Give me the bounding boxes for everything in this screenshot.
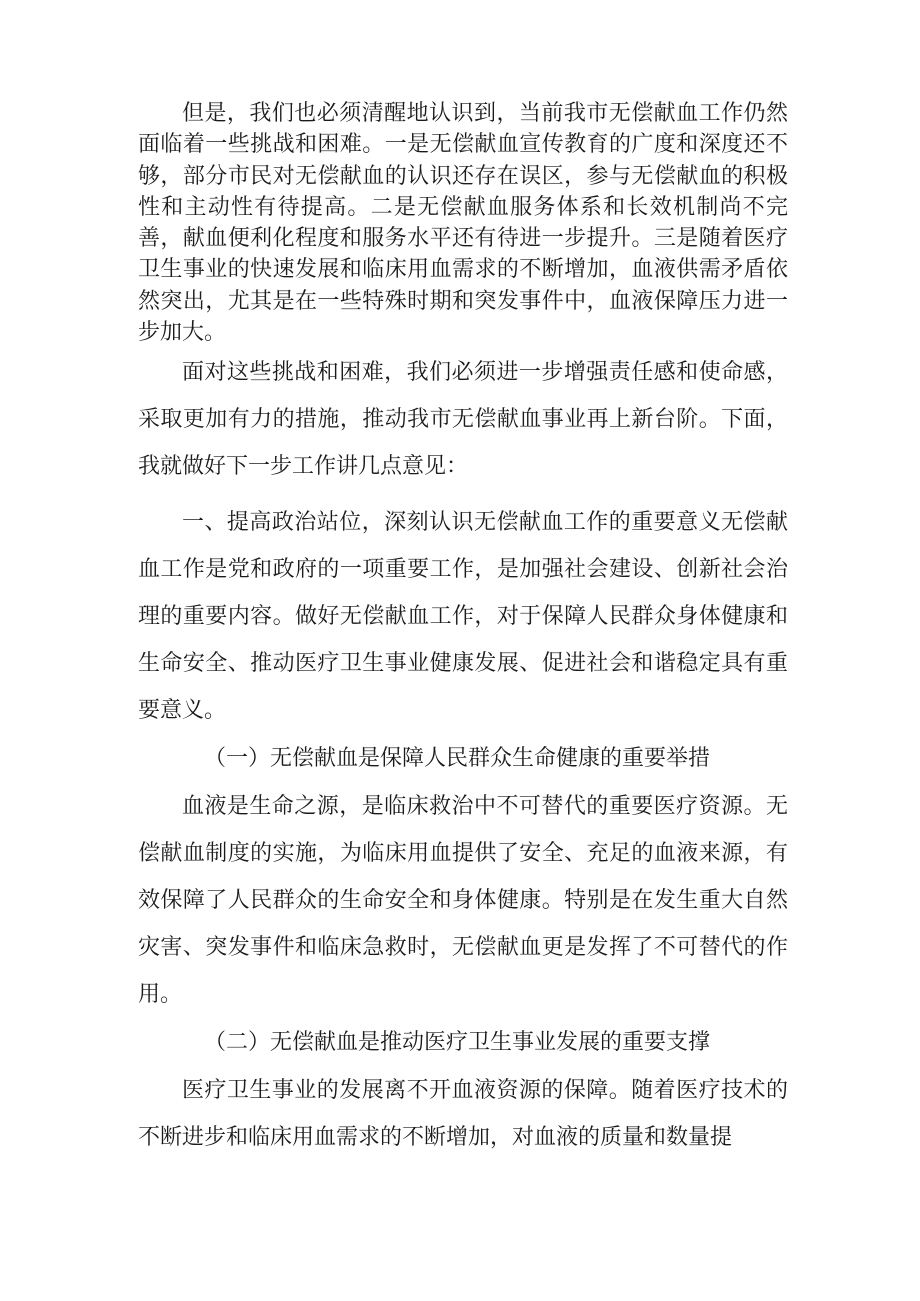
paragraph-medical-development: 医疗卫生事业的发展离不开血液资源的保障。随着医疗技术的不断进步和临床用血需求的不断增加，对血液的质量和数量提 xyxy=(138,1078,788,1150)
paragraph-challenges: 但是，我们也必须清醒地认识到，当前我市无偿献血工作仍然面临着一些挑战和困难。一是无偿献血宣传教育的广度和深度还不够，部分市民对无偿献血的认识还存在误区，参与无偿献血的积极性和主动性有待提高。二是无偿献血服务体系和长效机制尚不完善，献血便利化程度和服务水平还有待进一步提升。三是随着医疗卫生事业的快速发展和临床用血需求的不断增加，血液供需矛盾依然突出，尤其是在一些特殊时期和突发事件中，血液保障压力进一步加大。 xyxy=(138,101,788,346)
paragraph-blood-source: 血液是生命之源，是临床救治中不可替代的重要医疗资源。无偿献血制度的实施，为临床用血提供了安全、充足的血液来源，有效保障了人民群众的生命安全和身体健康。特别是在发生重大自然灾害、突发事件和临床急救时，无偿献血更是发挥了不可替代的作用。 xyxy=(138,794,788,1007)
subheading-one: （一）无偿献血是保障人民群众生命健康的重要举措 xyxy=(204,746,711,771)
subheading-two: （二）无偿献血是推动医疗卫生事业发展的重要支撑 xyxy=(204,1030,711,1055)
paragraph-response: 面对这些挑战和困难，我们必须进一步增强责任感和使命感，采取更加有力的措施，推动我市无偿献血事业再上新台阶。下面，我就做好下一步工作讲几点意见： xyxy=(138,360,788,479)
paragraph-section-one: 一、提高政治站位，深刻认识无偿献血工作的重要意义无偿献血工作是党和政府的一项重要工作，是加强社会建设、创新社会治理的重要内容。做好无偿献血工作，对于保障人民群众身体健康和生命安全、推动医疗卫生事业健康发展、促进社会和谐稳定具有重要意义。 xyxy=(138,510,788,723)
